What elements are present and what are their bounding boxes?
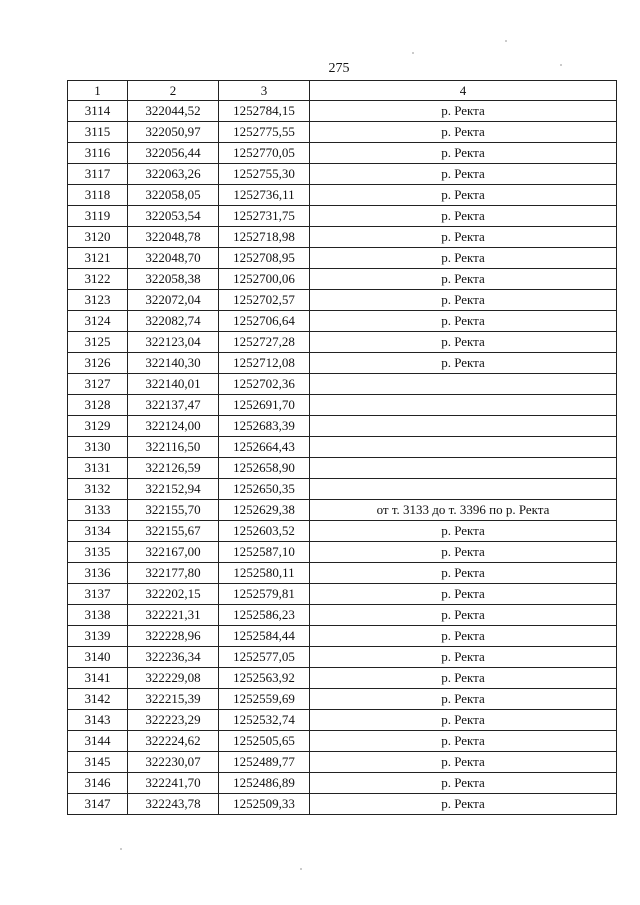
cell-x-coordinate: 322058,05 bbox=[128, 185, 219, 206]
table-row bbox=[68, 542, 617, 563]
cell-x-coordinate: 322116,50 bbox=[128, 437, 219, 458]
cell-point-number: 3119 bbox=[68, 206, 128, 227]
table-row bbox=[68, 374, 617, 395]
scan-speck bbox=[120, 848, 122, 850]
cell-y-coordinate: 1252577,05 bbox=[219, 647, 310, 668]
cell-x-coordinate: 322167,00 bbox=[128, 542, 219, 563]
cell-x-coordinate: 322140,30 bbox=[128, 353, 219, 374]
table-row bbox=[68, 143, 617, 164]
cell-y-coordinate: 1252731,75 bbox=[219, 206, 310, 227]
cell-y-coordinate: 1252579,81 bbox=[219, 584, 310, 605]
table-row bbox=[68, 605, 617, 626]
cell-description bbox=[310, 374, 617, 395]
cell-point-number: 3147 bbox=[68, 794, 128, 815]
table-row bbox=[68, 185, 617, 206]
table-row bbox=[68, 395, 617, 416]
cell-x-coordinate: 322152,94 bbox=[128, 479, 219, 500]
cell-description: р. Ректа bbox=[310, 143, 617, 164]
cell-point-number: 3136 bbox=[68, 563, 128, 584]
cell-point-number: 3134 bbox=[68, 521, 128, 542]
table-row bbox=[68, 437, 617, 458]
cell-point-number: 3115 bbox=[68, 122, 128, 143]
cell-y-coordinate: 1252489,77 bbox=[219, 752, 310, 773]
cell-point-number: 3135 bbox=[68, 542, 128, 563]
cell-x-coordinate: 322053,54 bbox=[128, 206, 219, 227]
cell-y-coordinate: 1252712,08 bbox=[219, 353, 310, 374]
cell-description: р. Ректа bbox=[310, 626, 617, 647]
table-row bbox=[68, 206, 617, 227]
cell-y-coordinate: 1252629,38 bbox=[219, 500, 310, 521]
cell-description: р. Ректа bbox=[310, 752, 617, 773]
cell-y-coordinate: 1252727,28 bbox=[219, 332, 310, 353]
cell-point-number: 3123 bbox=[68, 290, 128, 311]
cell-y-coordinate: 1252700,06 bbox=[219, 269, 310, 290]
cell-description: р. Ректа bbox=[310, 731, 617, 752]
cell-point-number: 3144 bbox=[68, 731, 128, 752]
cell-description bbox=[310, 437, 617, 458]
cell-x-coordinate: 322048,70 bbox=[128, 248, 219, 269]
cell-description: р. Ректа bbox=[310, 311, 617, 332]
cell-y-coordinate: 1252587,10 bbox=[219, 542, 310, 563]
cell-description: р. Ректа bbox=[310, 710, 617, 731]
cell-point-number: 3131 bbox=[68, 458, 128, 479]
cell-y-coordinate: 1252532,74 bbox=[219, 710, 310, 731]
cell-x-coordinate: 322155,70 bbox=[128, 500, 219, 521]
cell-x-coordinate: 322224,62 bbox=[128, 731, 219, 752]
cell-y-coordinate: 1252702,36 bbox=[219, 374, 310, 395]
cell-point-number: 3138 bbox=[68, 605, 128, 626]
table-row bbox=[68, 122, 617, 143]
cell-x-coordinate: 322243,78 bbox=[128, 794, 219, 815]
cell-description bbox=[310, 416, 617, 437]
cell-y-coordinate: 1252708,95 bbox=[219, 248, 310, 269]
cell-description: р. Ректа bbox=[310, 773, 617, 794]
scan-speck bbox=[412, 52, 414, 54]
cell-x-coordinate: 322140,01 bbox=[128, 374, 219, 395]
cell-description: р. Ректа bbox=[310, 542, 617, 563]
cell-point-number: 3124 bbox=[68, 311, 128, 332]
cell-point-number: 3125 bbox=[68, 332, 128, 353]
cell-description: р. Ректа bbox=[310, 689, 617, 710]
cell-point-number: 3121 bbox=[68, 248, 128, 269]
cell-x-coordinate: 322177,80 bbox=[128, 563, 219, 584]
column-header-x: 2 bbox=[128, 81, 219, 101]
cell-point-number: 3129 bbox=[68, 416, 128, 437]
table-body bbox=[68, 101, 617, 815]
cell-point-number: 3146 bbox=[68, 773, 128, 794]
cell-point-number: 3128 bbox=[68, 395, 128, 416]
cell-description: р. Ректа bbox=[310, 122, 617, 143]
cell-description: р. Ректа bbox=[310, 563, 617, 584]
cell-y-coordinate: 1252702,57 bbox=[219, 290, 310, 311]
cell-description: р. Ректа bbox=[310, 206, 617, 227]
cell-description: р. Ректа bbox=[310, 605, 617, 626]
cell-x-coordinate: 322137,47 bbox=[128, 395, 219, 416]
cell-x-coordinate: 322236,34 bbox=[128, 647, 219, 668]
cell-y-coordinate: 1252580,11 bbox=[219, 563, 310, 584]
cell-y-coordinate: 1252683,39 bbox=[219, 416, 310, 437]
table-row bbox=[68, 500, 617, 521]
cell-point-number: 3122 bbox=[68, 269, 128, 290]
cell-description: р. Ректа bbox=[310, 290, 617, 311]
table-header-row bbox=[68, 81, 617, 101]
cell-x-coordinate: 322044,52 bbox=[128, 101, 219, 122]
cell-y-coordinate: 1252509,33 bbox=[219, 794, 310, 815]
cell-x-coordinate: 322230,07 bbox=[128, 752, 219, 773]
cell-y-coordinate: 1252658,90 bbox=[219, 458, 310, 479]
cell-point-number: 3141 bbox=[68, 668, 128, 689]
cell-x-coordinate: 322223,29 bbox=[128, 710, 219, 731]
table-row bbox=[68, 290, 617, 311]
cell-point-number: 3137 bbox=[68, 584, 128, 605]
cell-x-coordinate: 322228,96 bbox=[128, 626, 219, 647]
table-row bbox=[68, 458, 617, 479]
table-row bbox=[68, 647, 617, 668]
cell-point-number: 3126 bbox=[68, 353, 128, 374]
table-row bbox=[68, 332, 617, 353]
cell-description: р. Ректа bbox=[310, 521, 617, 542]
cell-description bbox=[310, 479, 617, 500]
table-row bbox=[68, 227, 617, 248]
cell-point-number: 3130 bbox=[68, 437, 128, 458]
cell-x-coordinate: 322048,78 bbox=[128, 227, 219, 248]
column-header-description: 4 bbox=[310, 81, 617, 101]
cell-description: р. Ректа bbox=[310, 668, 617, 689]
table-row bbox=[68, 794, 617, 815]
cell-y-coordinate: 1252559,69 bbox=[219, 689, 310, 710]
table-row bbox=[68, 689, 617, 710]
cell-point-number: 3142 bbox=[68, 689, 128, 710]
cell-description: р. Ректа bbox=[310, 101, 617, 122]
coordinates-table bbox=[67, 80, 617, 815]
table-row bbox=[68, 710, 617, 731]
cell-point-number: 3140 bbox=[68, 647, 128, 668]
page-number: 275 bbox=[328, 61, 350, 76]
cell-y-coordinate: 1252770,05 bbox=[219, 143, 310, 164]
table-row bbox=[68, 668, 617, 689]
cell-y-coordinate: 1252784,15 bbox=[219, 101, 310, 122]
cell-y-coordinate: 1252586,23 bbox=[219, 605, 310, 626]
cell-point-number: 3133 bbox=[68, 500, 128, 521]
cell-x-coordinate: 322050,97 bbox=[128, 122, 219, 143]
cell-x-coordinate: 322126,59 bbox=[128, 458, 219, 479]
cell-y-coordinate: 1252563,92 bbox=[219, 668, 310, 689]
cell-x-coordinate: 322241,70 bbox=[128, 773, 219, 794]
cell-x-coordinate: 322123,04 bbox=[128, 332, 219, 353]
table-row bbox=[68, 521, 617, 542]
table-row bbox=[68, 479, 617, 500]
cell-x-coordinate: 322155,67 bbox=[128, 521, 219, 542]
cell-x-coordinate: 322058,38 bbox=[128, 269, 219, 290]
cell-description: р. Ректа bbox=[310, 647, 617, 668]
column-header-y: 3 bbox=[219, 81, 310, 101]
cell-point-number: 3120 bbox=[68, 227, 128, 248]
table-row bbox=[68, 269, 617, 290]
cell-description: от т. 3133 до т. 3396 по р. Ректа bbox=[310, 500, 617, 521]
cell-description: р. Ректа bbox=[310, 185, 617, 206]
cell-description: р. Ректа bbox=[310, 584, 617, 605]
cell-description: р. Ректа bbox=[310, 353, 617, 374]
cell-x-coordinate: 322202,15 bbox=[128, 584, 219, 605]
cell-y-coordinate: 1252691,70 bbox=[219, 395, 310, 416]
cell-x-coordinate: 322063,26 bbox=[128, 164, 219, 185]
cell-description: р. Ректа bbox=[310, 227, 617, 248]
cell-x-coordinate: 322056,44 bbox=[128, 143, 219, 164]
cell-description bbox=[310, 395, 617, 416]
cell-point-number: 3114 bbox=[68, 101, 128, 122]
cell-point-number: 3139 bbox=[68, 626, 128, 647]
cell-point-number: 3145 bbox=[68, 752, 128, 773]
column-header-point: 1 bbox=[68, 81, 128, 101]
cell-y-coordinate: 1252664,43 bbox=[219, 437, 310, 458]
cell-y-coordinate: 1252505,65 bbox=[219, 731, 310, 752]
cell-y-coordinate: 1252584,44 bbox=[219, 626, 310, 647]
cell-y-coordinate: 1252486,89 bbox=[219, 773, 310, 794]
table-row bbox=[68, 584, 617, 605]
cell-y-coordinate: 1252706,64 bbox=[219, 311, 310, 332]
table-row bbox=[68, 164, 617, 185]
cell-y-coordinate: 1252603,52 bbox=[219, 521, 310, 542]
cell-description: р. Ректа bbox=[310, 269, 617, 290]
cell-x-coordinate: 322072,04 bbox=[128, 290, 219, 311]
cell-x-coordinate: 322082,74 bbox=[128, 311, 219, 332]
cell-point-number: 3116 bbox=[68, 143, 128, 164]
cell-point-number: 3143 bbox=[68, 710, 128, 731]
cell-description: р. Ректа bbox=[310, 164, 617, 185]
cell-y-coordinate: 1252755,30 bbox=[219, 164, 310, 185]
table-row bbox=[68, 731, 617, 752]
scan-speck bbox=[505, 40, 507, 42]
cell-point-number: 3132 bbox=[68, 479, 128, 500]
scan-speck bbox=[560, 64, 562, 66]
cell-description: р. Ректа bbox=[310, 794, 617, 815]
table-row bbox=[68, 248, 617, 269]
cell-description: р. Ректа bbox=[310, 248, 617, 269]
table-row bbox=[68, 626, 617, 647]
table-row bbox=[68, 353, 617, 374]
cell-description: р. Ректа bbox=[310, 332, 617, 353]
table-row bbox=[68, 101, 617, 122]
table-row bbox=[68, 563, 617, 584]
cell-point-number: 3117 bbox=[68, 164, 128, 185]
cell-y-coordinate: 1252650,35 bbox=[219, 479, 310, 500]
cell-y-coordinate: 1252775,55 bbox=[219, 122, 310, 143]
cell-x-coordinate: 322229,08 bbox=[128, 668, 219, 689]
cell-y-coordinate: 1252736,11 bbox=[219, 185, 310, 206]
cell-x-coordinate: 322124,00 bbox=[128, 416, 219, 437]
cell-x-coordinate: 322221,31 bbox=[128, 605, 219, 626]
table-row bbox=[68, 773, 617, 794]
scan-speck bbox=[300, 868, 302, 870]
table-row bbox=[68, 416, 617, 437]
cell-x-coordinate: 322215,39 bbox=[128, 689, 219, 710]
cell-point-number: 3118 bbox=[68, 185, 128, 206]
cell-y-coordinate: 1252718,98 bbox=[219, 227, 310, 248]
table-row bbox=[68, 752, 617, 773]
cell-description bbox=[310, 458, 617, 479]
cell-point-number: 3127 bbox=[68, 374, 128, 395]
table-row bbox=[68, 311, 617, 332]
